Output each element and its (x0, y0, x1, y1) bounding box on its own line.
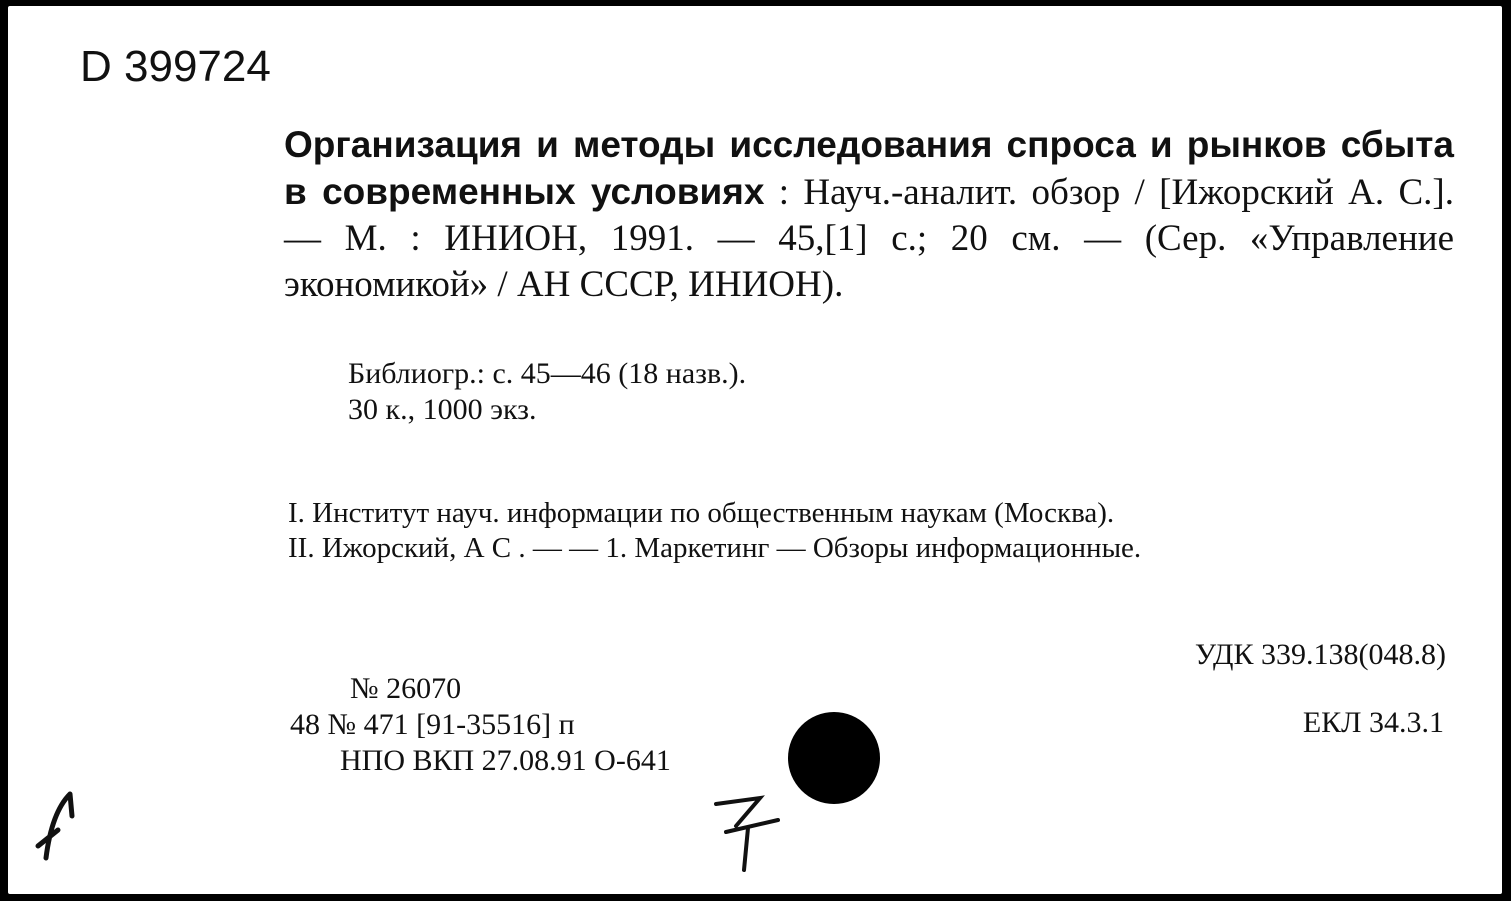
tracings (288, 496, 1456, 566)
bibliographic-description (284, 122, 1454, 308)
ekl-code: ЕКЛ 34.3.1 (1302, 706, 1444, 739)
handwritten-mark-one (28, 786, 88, 886)
title-bold: Организация и методы исследования спроса и рынков сбыта в современных условиях (284, 124, 1454, 212)
catalog-card (8, 6, 1502, 894)
tracing-2: II. Ижорский, А С . — — 1. Маркетинг — Обзоры информационные. (288, 532, 1142, 564)
title-rest: : Науч.-аналит. обзор / [Ижорский А. С.]. — М. : ИНИОН, 1991. — 45,[1] с.; 20 см. — (Сер. «Управление экономикой» / АН СССР, ИНИОН). (284, 172, 1454, 305)
call-number: D 399724 (80, 42, 271, 91)
npo-line: НПО ВКП 27.08.91 О-641 (340, 744, 671, 777)
price-note: 30 к., 1000 экз. (348, 393, 537, 426)
notes (348, 356, 746, 428)
print-line: 48 № 471 [91-35516] п (290, 708, 575, 741)
udk-code: УДК 339.138(048.8) (1194, 638, 1446, 671)
bibliography-note: Библиогр.: с. 45—46 (18 назв.). (348, 357, 747, 390)
punch-hole (788, 712, 880, 804)
order-number: № 26070 (350, 672, 462, 705)
handwritten-seven (708, 786, 798, 876)
tracing-1: I. Институт науч. информации по общественным наукам (Москва). (288, 497, 1115, 529)
